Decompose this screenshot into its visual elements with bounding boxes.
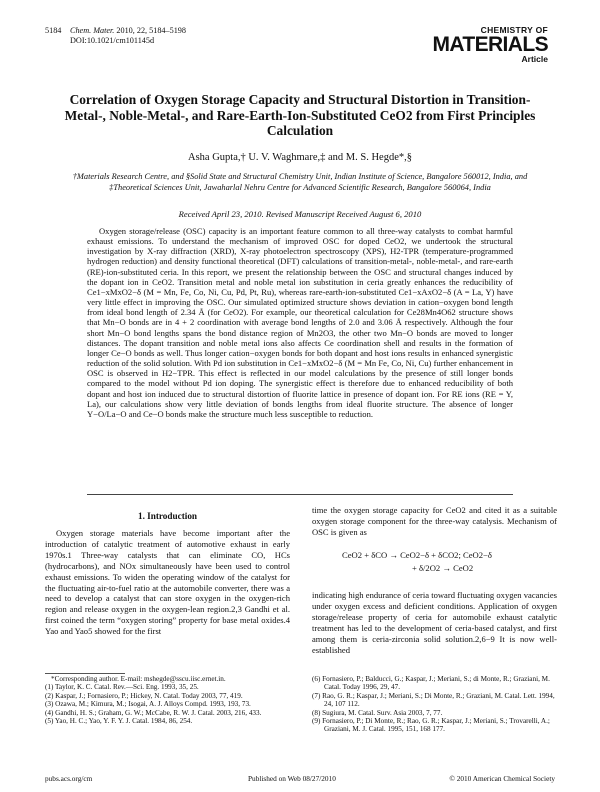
- authors: Asha Gupta,† U. V. Waghmare,‡ and M. S. Hegde*,§: [187, 152, 412, 163]
- reference-item: (3) Ozawa, M.; Kimura, M.; Isogai, A. J. Alloys Compd. 1993, 193, 73.: [45, 700, 251, 709]
- reference-item: (2) Kaspar, J.; Fornasiero, P.; Hickey, N. Catal. Today 2003, 77, 419.: [45, 691, 243, 700]
- intro-paragraph-1: Oxygen storage materials have become important after the introduction of catalytic treatment of automotive exhaust in early 1970s.1 Three-way catalysts that can eliminate CO, HCs (hydrocarbons), and NOx simultaneously have been used to control exhaust emissions. To widen the operating window of the catalyst for the fluctuating air-to-fuel ratio at the automobile converter, there was a need to develop a catalyst that can store oxygen in the oxygen-rich region and release oxygen in the oxygen-lean region.2,3 Gandhi et al. first coined the term “oxygen storing” property for base metal oxides.4 Yao and Yao5 showed for the first: [45, 528, 290, 637]
- footnote-divider: [45, 673, 125, 674]
- footer-url[interactable]: pubs.acs.org/cm: [45, 774, 93, 783]
- reference-item: (5) Yao, H. C.; Yao, Y. F. Y. J. Catal. 1984, 86, 254.: [45, 717, 193, 726]
- logo-line2: MATERIALS: [432, 33, 548, 56]
- equation-line-2: + δ/2O2 → CeO2: [412, 562, 474, 573]
- journal-citation: [70, 26, 186, 36]
- section-heading: 1. Introduction: [137, 511, 198, 521]
- logo-line1: CHEMISTRY OF: [480, 25, 548, 35]
- citation-volume-pages: 2010, 22, 5184–5198: [116, 26, 186, 35]
- article-title: Correlation of Oxygen Storage Capacity and Structural Distortion in Transition-Metal-, Noble-Metal-, and Rare-Earth-Ion-Substituted CeO2 from First Principles Calculation: [64, 92, 536, 139]
- abstract-text: Oxygen storage/release (OSC) capacity is an important feature common to all three-way catalysts to combat harmful exhaust emissions. To understand the mechanism of improved OSC for doped CeO2, we undertook the structural investigation by X-ray diffraction (XRD), X-ray photoelectron spectroscopy (XPS), H2-TPR (temperature-programmed hydrogen reduction) and density functional theoretical (DFT) calculations of transition-metal-, noble-metal-, and rare-earth (RE)-ion-substituted ceria. In this report, we present the relationship between the OSC and structural changes induced by the dopant ion in CeO2. Transition metal and noble metal ion substitution in ceria greatly enhances the reducibility of Ce1−xMxO2−δ (M = Mn, Fe, Co, Ni, Cu, Pd, Pt, Ru), whereas rare-earth-ion-substituted Ce1−xAxO2−δ (A = La, Y) have very little effect in improving the OSC. Our simulated optimized structure shows deviation in cation−oxygen bond length from ideal bond length of 2.34 Å (for CeO2). For example, our theoretical calculation for Ce28Mn4O62 structure shows that Mn−O bonds are in 4 + 2 coordination with average bond lengths of 2.0 and 3.06 Å respectively. Although the four short Mn−O bond lengths spans the bond distance region of Mn2O3, the other two Mn−O bonds are moved to longer distances. The dopant transition and noble metal ions also affects Ce coordination shell and results in the formation of longer Ce−O bonds as well. Thus longer cation−oxygen bonds for both dopant and host ions results in enhanced synergistic reduction of the solid solution. With Pd ion substitution in Ce1−xMxO2−δ (M = Mn Fe, Co, Ni, Cu) further enhancement in OSC is observed in H2−TPR. This effect is reflected in our model calculations by the presence of still longer bonds compared to the model without Pd ion doping. The synergistic effect is therefore due to enhanced reducibility of both dopant and host ion induced due to structural distortion of fluorite lattice in presence of dopant ion. For RE ions (RE = Y, La), our calculations show very little deviation of bonds lengths from ideal fluorite structure. The absence of longer Y−O/La−O and Ce−O bonds make the structure much less susceptible to reduction.: [87, 226, 513, 419]
- intro-left-column: [45, 528, 290, 637]
- abstract-divider: [87, 494, 513, 495]
- intro-right-column-bottom: [312, 590, 557, 655]
- intro-paragraph-2: indicating high endurance of ceria toward fluctuating oxygen vacancies under oxygen excess and deficient conditions. Application of oxygen storage/release property of ceria for automobile exhaust catalytic treatment has led to the development of ceria-based catalyst, and first among them is ceria-zirconia solid solution.2,6−9 It is now well-established: [312, 590, 557, 655]
- references-left: [45, 675, 290, 725]
- intro-right-column-top: [312, 505, 557, 538]
- received-dates: Received April 23, 2010. Revised Manuscript Received August 6, 2010: [178, 209, 422, 219]
- footer-published: Published on Web 08/27/2010: [248, 774, 336, 783]
- equation: [312, 549, 557, 574]
- reference-item: (6) Fornasiero, P.; Balducci, G.; Kaspar, J.; Meriani, S.; di Monte, R.; Graziani, M. Catal. Today 1996, 29, 47.: [312, 675, 550, 692]
- corresponding-author-note: *Corresponding author. E-mail: mshegde@sscu.iisc.ernet.in.: [51, 675, 226, 683]
- journal-logo: [432, 26, 548, 64]
- intro-paragraph-cont: time the oxygen storage capacity for CeO2 and cited it as a suitable oxygen storage component for the three-way catalysis. Mechanism of OSC is given as: [312, 505, 557, 537]
- reference-item: (8) Sugiura, M. Catal. Surv. Asia 2003, 7, 77.: [312, 708, 443, 717]
- reference-item: (1) Taylor, K. C. Catal. Rev.—Sci. Eng. 1993, 35, 25.: [45, 683, 199, 692]
- equation-line-1: CeO2 + δCO → CeO2−δ + δCO2; CeO2−δ: [342, 550, 492, 560]
- reference-item: (7) Rao, G. R.; Kaspar, J.; Meriani, S.; Di Monte, R.; Graziani, M. Catal. Lett. 1994, 24, 107 112.: [312, 691, 555, 709]
- reference-item: (4) Gandhi, H. S.; Graham, G. W.; McCabe, R. W. J. Catal. 2003, 216, 433.: [45, 708, 262, 717]
- references-right: [312, 675, 557, 734]
- logo-article-label: Article: [521, 54, 548, 64]
- page-number: 5184: [45, 26, 62, 35]
- reference-item: (9) Fornasiero, P.; Di Monte, R.; Rao, G. R.; Kaspar, J.; Meriani, S.; Trovarelli, A.; Graziani, M. J. Catal. 1995, 151, 168 177.: [312, 717, 550, 734]
- journal-name: Chem. Mater.: [70, 26, 115, 35]
- doi: DOI:10.1021/cm101145d: [70, 36, 155, 45]
- affiliations: †Materials Research Centre, and §Solid State and Structural Chemistry Unit, Indian Institute of Science, Bangalore 560012, India, and ‡Theoretical Sciences Unit, Jawaharlal Nehru Centre for Advanced Scientific Research, Bangalore 560064, India: [72, 172, 528, 192]
- abstract: [87, 226, 513, 419]
- footer-copyright: © 2010 American Chemical Society: [449, 774, 555, 783]
